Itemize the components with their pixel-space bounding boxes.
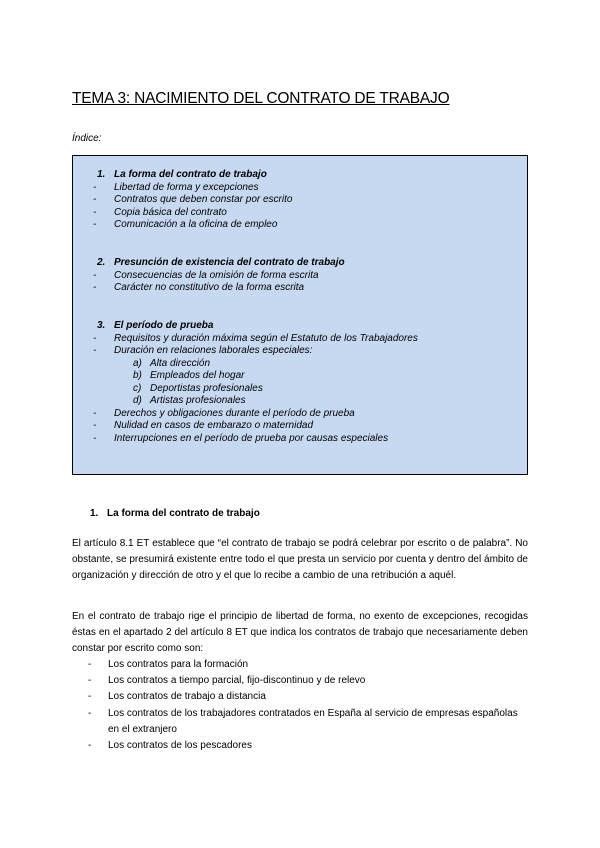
section-heading: 1. La forma del contrato de trabajo <box>90 508 260 519</box>
index-item: - Carácter no constitutivo de la forma escrita <box>93 282 305 293</box>
index-subitem: d) Artistas profesionales <box>133 395 246 406</box>
list-item: - Los contratos a tiempo parcial, fijo-discontinuo y de relevo <box>88 675 366 687</box>
index-item: - Comunicación a la oficina de empleo <box>93 219 278 230</box>
paragraph: El artículo 8.1 ET establece que “el contrato de trabajo se podrá celebrar por escrito o de palabra”. No obstante, se presumirá existente entre todo el que presta un servicio por cuenta y dentro del ámbito de organización y dirección de otro y el que lo recibe a cambio de una retribución a aquél. <box>72 538 528 582</box>
contracts-list <box>88 657 528 754</box>
index-item: - Requisitos y duración máxima según el Estatuto de los Trabajadores <box>93 332 418 344</box>
index-item: - Duración en relaciones laborales especiales: <box>93 345 313 356</box>
index-item: - Interrupciones en el período de prueba por causas especiales <box>93 432 389 444</box>
index-item: - Contratos que deben constar por escrito <box>93 194 293 205</box>
index-section-title: 1. La forma del contrato de trabajo <box>97 169 267 180</box>
page-title: TEMA 3: NACIMIENTO DEL CONTRATO DE TRABAJO <box>72 90 450 107</box>
index-subitem: c) Deportistas profesionales <box>133 382 263 394</box>
list-item: - Los contratos para la formación <box>88 659 249 670</box>
index-item: - Derechos y obligaciones durante el período de prueba <box>93 407 355 419</box>
index-subitem: a) Alta dirección <box>133 357 211 369</box>
index-item: - Consecuencias de la omisión de forma escrita <box>93 269 319 281</box>
list-item: - Los contratos de los trabajadores contratados en España al servicio de empresas españolas en el extranjero <box>88 707 518 735</box>
index-box <box>72 155 528 475</box>
list-item: - Los contratos de los pescadores <box>88 740 252 752</box>
index-item: - Copia básica del contrato <box>93 206 227 218</box>
index-item: - Libertad de forma y excepciones <box>93 181 259 193</box>
paragraph: En el contrato de trabajo rige el principio de libertad de forma, no exento de excepciones, recogidas éstas en el apartado 2 del artículo 8 ET que indica los contratos de trabajo que necesariamente deben constar por escrito como son: <box>72 611 528 655</box>
index-section-title: 2. Presunción de existencia del contrato de trabajo <box>97 257 345 268</box>
index-subitem: b) Empleados del hogar <box>133 370 245 381</box>
list-item: - Los contratos de trabajo a distancia <box>88 691 266 703</box>
index-label: Índice: <box>72 133 102 144</box>
index-section-title: 3. El período de prueba <box>97 320 214 331</box>
index-item: - Nulidad en casos de embarazo o maternidad <box>93 420 314 431</box>
